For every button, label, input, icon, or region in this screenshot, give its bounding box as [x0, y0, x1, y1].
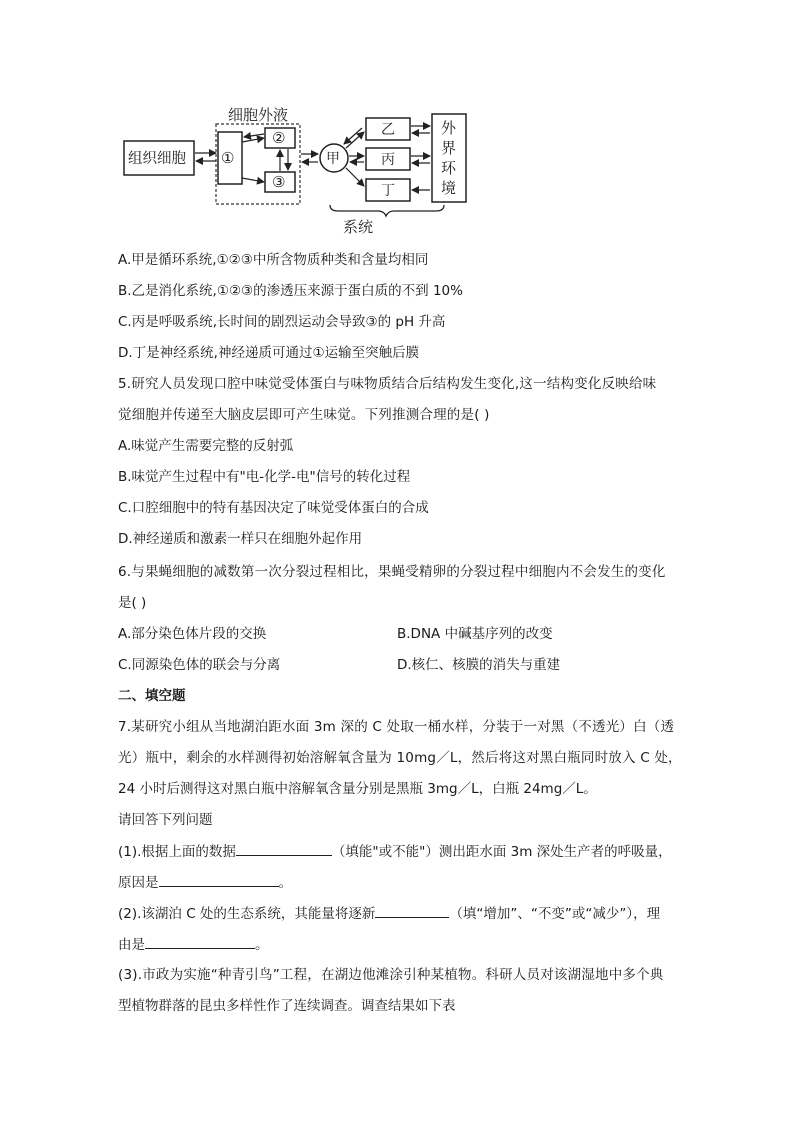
- tissue-cell-label: 组织细胞: [128, 151, 186, 167]
- q7-paragraph-line-1: 7.某研究小组从当地湖泊距水面 3m 深的 C 处取一桶水样，分装于一对黑（不透光）白（透: [118, 719, 675, 735]
- q7-sub-1-prefix: (1).根据上面的数据: [118, 844, 236, 860]
- q7-sub-2-blank-2[interactable]: [145, 934, 255, 949]
- jia-label: 甲: [326, 151, 340, 167]
- box-2-label: ②: [272, 129, 286, 147]
- q7-sub-3-line-1: (3).市政为实施“种青引鸟”工程，在湖边他滩涂引种某植物。科研人员对该湖湿地中多个典: [118, 967, 664, 983]
- q7-sub-1-line-1: [118, 841, 672, 862]
- q4-option-b: B.乙是消化系统,①②③的渗透压来源于蛋白质的不到 10%: [118, 283, 463, 299]
- outside-char-4: 境: [441, 179, 457, 197]
- system-brace: [330, 205, 444, 216]
- q5-option-d: D.神经递质和激素一样只在细胞外起作用: [118, 531, 363, 547]
- q7-sub-1-reason-label: 原因是: [118, 875, 159, 891]
- ding-label: 丁: [381, 183, 395, 199]
- q7-sub-1-suffix: （填能"或不能"）测出距水面 3m 深处生产者的呼吸量，: [331, 844, 672, 860]
- q7-sub-2-suffix: （填“增加”、“不变”或“减少”），理: [449, 906, 661, 922]
- q5-option-c: C.口腔细胞中的特有基因决定了味觉受体蛋白的合成: [118, 500, 429, 516]
- q7-sub-2-line-1: [118, 903, 660, 924]
- q7-sub-2-line-2: [118, 934, 269, 955]
- q7-sub-2-end: 。: [255, 937, 269, 953]
- q7-sub-2-reason-label: 由是: [118, 937, 145, 953]
- q7-sub-2-blank-1[interactable]: [375, 903, 449, 918]
- outside-char-3: 环: [441, 159, 457, 177]
- q7-sub-1-blank-1[interactable]: [236, 841, 332, 856]
- q6-option-b: B.DNA 中碱基序列的改变: [397, 626, 553, 642]
- section-heading-fill-in: 二、填空题: [118, 688, 186, 704]
- outside-char-1: 外: [441, 119, 457, 137]
- q4-option-a: A.甲是循环系统,①②③中所含物质种类和含量均相同: [118, 252, 429, 268]
- q5-option-b: B.味觉产生过程中有"电-化学-电"信号的转化过程: [118, 469, 411, 485]
- q7-paragraph-line-3: 24 小时后测得这对黑白瓶中溶解氧含量分别是黑瓶 3mg／L，白瓶 24mg／L。: [118, 781, 597, 797]
- q5-stem-line-2: 觉细胞并传递至大脑皮层即可产生味觉。下列推测合理的是( ): [118, 407, 490, 423]
- yi-label: 乙: [381, 122, 395, 138]
- extracellular-fluid-label: 细胞外液: [228, 106, 289, 124]
- q7-sub-1-line-2: [118, 872, 292, 893]
- q7-paragraph-line-2: 光）瓶中，剩余的水样测得初始溶解氧含量为 10mg／L，然后将这对黑白瓶同时放入 C 处，: [118, 750, 682, 766]
- q5-stem-line-1: 5.研究人员发现口腔中味觉受体蛋白与味物质结合后结构发生变化,这一结构变化反映给味: [118, 376, 657, 392]
- q4-option-d: D.丁是神经系统,神经递质可通过①运输至突触后膜: [118, 345, 420, 361]
- outside-char-2: 界: [441, 139, 457, 157]
- bing-label: 丙: [381, 152, 395, 168]
- q7-sub-1-end: 。: [278, 875, 292, 891]
- q6-stem-line-1: 6.与果蝇细胞的减数第一次分裂过程相比，果蝇受精卵的分裂过程中细胞内不会发生的变化: [118, 564, 666, 580]
- q6-stem-line-2: 是( ): [118, 595, 147, 611]
- q6-option-a: A.部分染色体片段的交换: [118, 626, 267, 642]
- q5-option-a: A.味觉产生需要完整的反射弧: [118, 438, 294, 454]
- box-1-label: ①: [221, 149, 235, 167]
- q6-option-c: C.同源染色体的联会与分离: [118, 657, 281, 673]
- q4-option-c: C.丙是呼吸系统,长时间的剧烈运动会导致③的 pH 升高: [118, 314, 446, 330]
- q7-sub-1-blank-2[interactable]: [159, 872, 279, 887]
- system-label: 系统: [343, 218, 374, 236]
- q7-sub-2-prefix: (2).该湖泊 C 处的生态系统，其能量将逐新: [118, 906, 376, 922]
- q7-sub-3-line-2: 型植物群落的昆虫多样性作了连续调查。调查结果如下表: [118, 998, 456, 1014]
- q6-option-d: D.核仁、核膜的消失与重建: [397, 657, 561, 673]
- box-3-label: ③: [272, 173, 286, 191]
- q7-paragraph-line-4: 请回答下列问题: [118, 812, 213, 828]
- extracellular-fluid-diagram: [0, 0, 794, 240]
